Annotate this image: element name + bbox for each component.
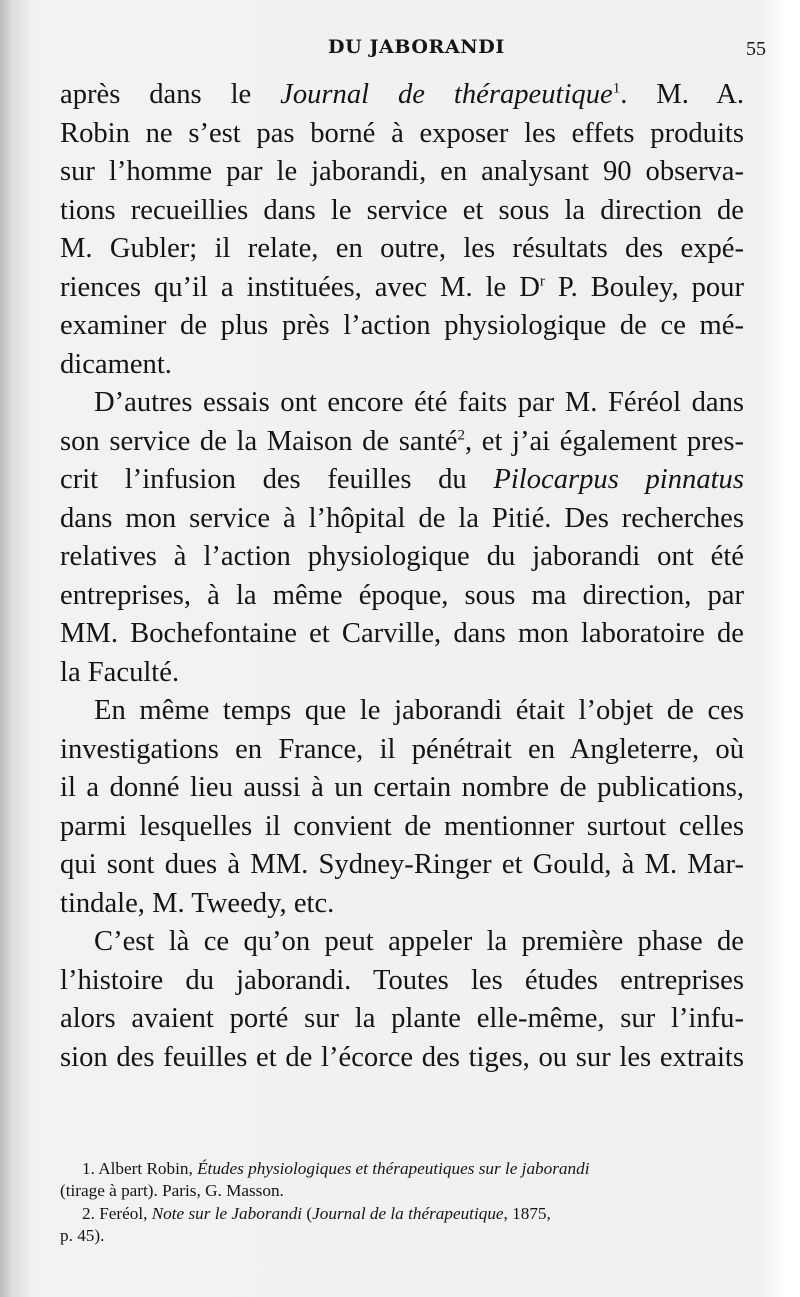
footnote-title: Note sur le Jaborandi [151,1203,303,1223]
footnote-number: 2. [82,1203,95,1223]
text-line: examiner de plus près l’action physiologique de ce mé- [60,310,744,341]
text-line: entreprises, à la même époque, sous ma direction, par [60,579,744,611]
body-text [60,76,744,1077]
text-line [60,269,744,308]
paragraph-4 [60,923,744,1077]
superscript: r [539,272,545,289]
page-gutter-shadow [0,0,28,1297]
text-line: dans mon service à l’hôpital de la Pitié. Des recherches [60,502,744,534]
text-line: C’est là ce qu’on peut appeler la première phase de [94,926,744,957]
footnote-ref-1[interactable]: 1 [612,80,621,97]
text-line [60,76,744,115]
text-line: En même temps que le jaborandi était l’objet de ces [94,695,744,726]
text-run: Feréol, [94,1203,152,1223]
footnotes [60,1158,752,1248]
text-line: tindale, M. Tweedy, etc. [60,887,335,919]
footnote-2-continuation: p. 45). [60,1226,105,1246]
text-line: investigations en France, il pénétrait en Angleterre, où [60,733,744,765]
text-line: dicament. [60,348,172,380]
journal-title: Journal de thérapeutique [280,79,613,110]
footnote-ref-2[interactable]: 2 [457,426,465,443]
text-line: alors avaient porté sur la plante elle-même, sur l’infu- [60,1003,744,1034]
page-number: 55 [746,38,766,60]
footnote-1-continuation: (tirage à part). Paris, G. Masson. [60,1181,284,1201]
paragraph-1 [60,76,744,384]
text-run: son service de la Maison de santé [60,425,458,457]
text-run: P. Bouley, pour [544,271,744,303]
running-head: DU JABORANDI [328,36,505,58]
text-line [60,423,744,462]
text-line: parmi lesquelles il convient de mentionner surtout celles [60,810,744,842]
text-line: sur l’homme par le jaborandi, en analysant 90 observa- [60,156,744,187]
text-run: , et j’ai également pres- [465,425,744,457]
text-line: M. Gubler; il relate, en outre, les résultats des expé- [60,233,744,264]
text-run: ( [302,1203,313,1223]
text-line: tions recueillies dans le service et sous la direction de [60,194,744,226]
text-line: Robin ne s’est pas borné à exposer les effets produits [60,117,744,149]
footnote-number: 1. [82,1159,95,1178]
journal-title: Journal de la thérapeutique [312,1203,504,1223]
text-run: Albert Robin, [94,1159,198,1178]
text-run: , 1875, [503,1203,551,1223]
species-name: Pilocarpus pinnatus [493,464,744,495]
text-line: il a donné lieu aussi à un certain nombre de publications, [60,772,744,803]
text-run: riences qu’il a instituées, avec M. le D [60,271,540,303]
page-header [60,36,766,66]
footnote-1 [60,1158,752,1180]
text-line: D’autres essais ont encore été faits par M. Féréol dans [94,387,744,418]
text-line: MM. Bochefontaine et Carville, dans mon laboratoire de [60,618,744,649]
footnote-title: Études physiologiques et thérapeutiques sur le jaborandi [197,1159,590,1178]
text-line: relatives à l’action physiologique du jaborandi ont été [60,541,744,572]
text-line: sion des feuilles et de l’écorce des tiges, ou sur les extraits [60,1041,744,1073]
text-run: . M. A. [620,79,744,110]
paragraph-3 [60,692,744,923]
text-run: crit l’infusion des feuilles du [60,464,494,495]
text-line: l’histoire du jaborandi. Toutes les études entreprises [60,964,744,996]
paragraph-2 [60,384,744,692]
text-line: la Faculté. [60,656,180,688]
text-run: après dans le [60,79,281,110]
text-line [60,461,744,500]
footnote-2 [60,1203,752,1225]
text-line: qui sont dues à MM. Sydney-Ringer et Gould, à M. Mar- [60,849,744,880]
